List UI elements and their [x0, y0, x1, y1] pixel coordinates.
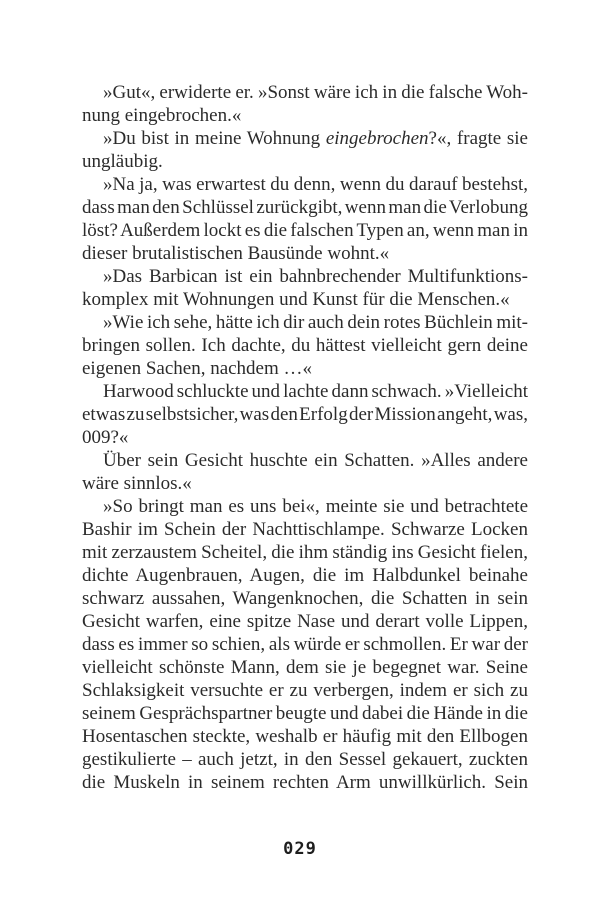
text-line	[82, 564, 528, 587]
text-line-content: Bashir im Schein der Nachttischlampe. Schwarze Locken	[82, 519, 528, 540]
text-line	[82, 127, 528, 150]
text-line-content: die Muskeln in seinem rechten Arm unwillkürlich. Sein	[82, 772, 528, 793]
page-text	[82, 81, 528, 794]
text-line-content: vielleicht schönste Mann, dem sie je begegnet war. Seine	[82, 657, 528, 678]
text-line	[82, 173, 528, 196]
text-line	[82, 219, 528, 242]
text-line	[82, 587, 528, 610]
text-line	[82, 472, 528, 495]
text-line-content: Harwood schluckte und lachte dann schwach. »Vielleicht	[103, 381, 528, 402]
text-line	[82, 288, 528, 311]
text-line	[82, 196, 528, 219]
text-line-content: Über sein Gesicht huschte ein Schatten. »Alles andere	[103, 450, 528, 471]
text-line-content: dass es immer so schien, als würde er schmollen. Er war der	[82, 634, 528, 655]
text-line	[82, 311, 528, 334]
text-line	[82, 334, 528, 357]
text-line-content: Hosentaschen steckte, weshalb er häufig mit den Ellbogen	[82, 726, 528, 747]
text-line-content: »Wie ich sehe, hätte ich dir auch dein rotes Büchlein mit-	[103, 312, 528, 333]
text-line	[82, 633, 528, 656]
page-number: 029	[283, 839, 317, 859]
text-line-content: komplex mit Wohnungen und Kunst für die Menschen.«	[82, 289, 510, 310]
text-line-content: »So bringt man es uns bei«, meinte sie und betrachtete	[103, 496, 528, 517]
text-line-content: nung eingebrochen.«	[82, 105, 242, 126]
text-line	[82, 403, 528, 426]
text-line	[82, 541, 528, 564]
text-line-content: dieser brutalistischen Bausünde wohnt.«	[82, 243, 390, 264]
text-line-content: ungläubig.	[82, 151, 163, 172]
text-line-content: wäre sinnlos.«	[82, 473, 192, 494]
text-line	[82, 702, 528, 725]
text-line-content: »Du bist in meine Wohnung eingebrochen?«, fragte sie	[103, 128, 528, 149]
text-line	[82, 357, 528, 380]
text-line-content: »Das Barbican ist ein bahnbrechender Multifunktions-	[103, 266, 528, 287]
text-line-content: »Gut«, erwiderte er. »Sonst wäre ich in die falsche Woh-	[103, 82, 528, 103]
text-line-content: »Na ja, was erwartest du denn, wenn du darauf bestehst,	[103, 174, 528, 195]
text-line-content: etwas zu selbstsicher, was den Erfolg der Mission angeht, was,	[82, 404, 528, 425]
text-line-content: Schlaksigkeit versuchte er zu verbergen, indem er sich zu	[82, 680, 528, 701]
text-line-content: Gesicht warfen, eine spitze Nase und derart volle Lippen,	[82, 611, 528, 632]
text-line-content: seinem Gesprächspartner beugte und dabei die Hände in die	[82, 703, 528, 724]
text-line	[82, 495, 528, 518]
text-line	[82, 771, 528, 794]
text-line-content: dichte Augenbrauen, Augen, die im Halbdunkel beinahe	[82, 565, 528, 586]
text-line-content: 009?«	[82, 427, 129, 448]
text-line-content: mit zerzaustem Scheitel, die ihm ständig ins Gesicht fielen,	[82, 542, 528, 563]
text-line	[82, 150, 528, 173]
text-line	[82, 242, 528, 265]
text-line-content: löst? Außerdem lockt es die falschen Typen an, wenn man in	[82, 220, 528, 241]
text-line	[82, 725, 528, 748]
text-line-content: gestikulierte – auch jetzt, in den Sessel gekauert, zuckten	[82, 749, 528, 770]
text-line	[82, 449, 528, 472]
italic-text: eingebrochen	[325, 128, 429, 149]
text-line-content: bringen sollen. Ich dachte, du hättest vielleicht gern deine	[82, 335, 528, 356]
text-line-content: dass man den Schlüssel zurückgibt, wenn man die Verlobung	[82, 197, 528, 218]
text-line-content: schwarz aussahen, Wangenknochen, die Schatten in sein	[82, 588, 528, 609]
text-line	[82, 426, 528, 449]
text-line	[82, 610, 528, 633]
text-line	[82, 748, 528, 771]
text-line-content: eigenen Sachen, nachdem …«	[82, 358, 313, 379]
text-line	[82, 104, 528, 127]
text-line	[82, 518, 528, 541]
text-line	[82, 380, 528, 403]
text-line	[82, 656, 528, 679]
text-line	[82, 265, 528, 288]
text-line	[82, 81, 528, 104]
text-line	[82, 679, 528, 702]
